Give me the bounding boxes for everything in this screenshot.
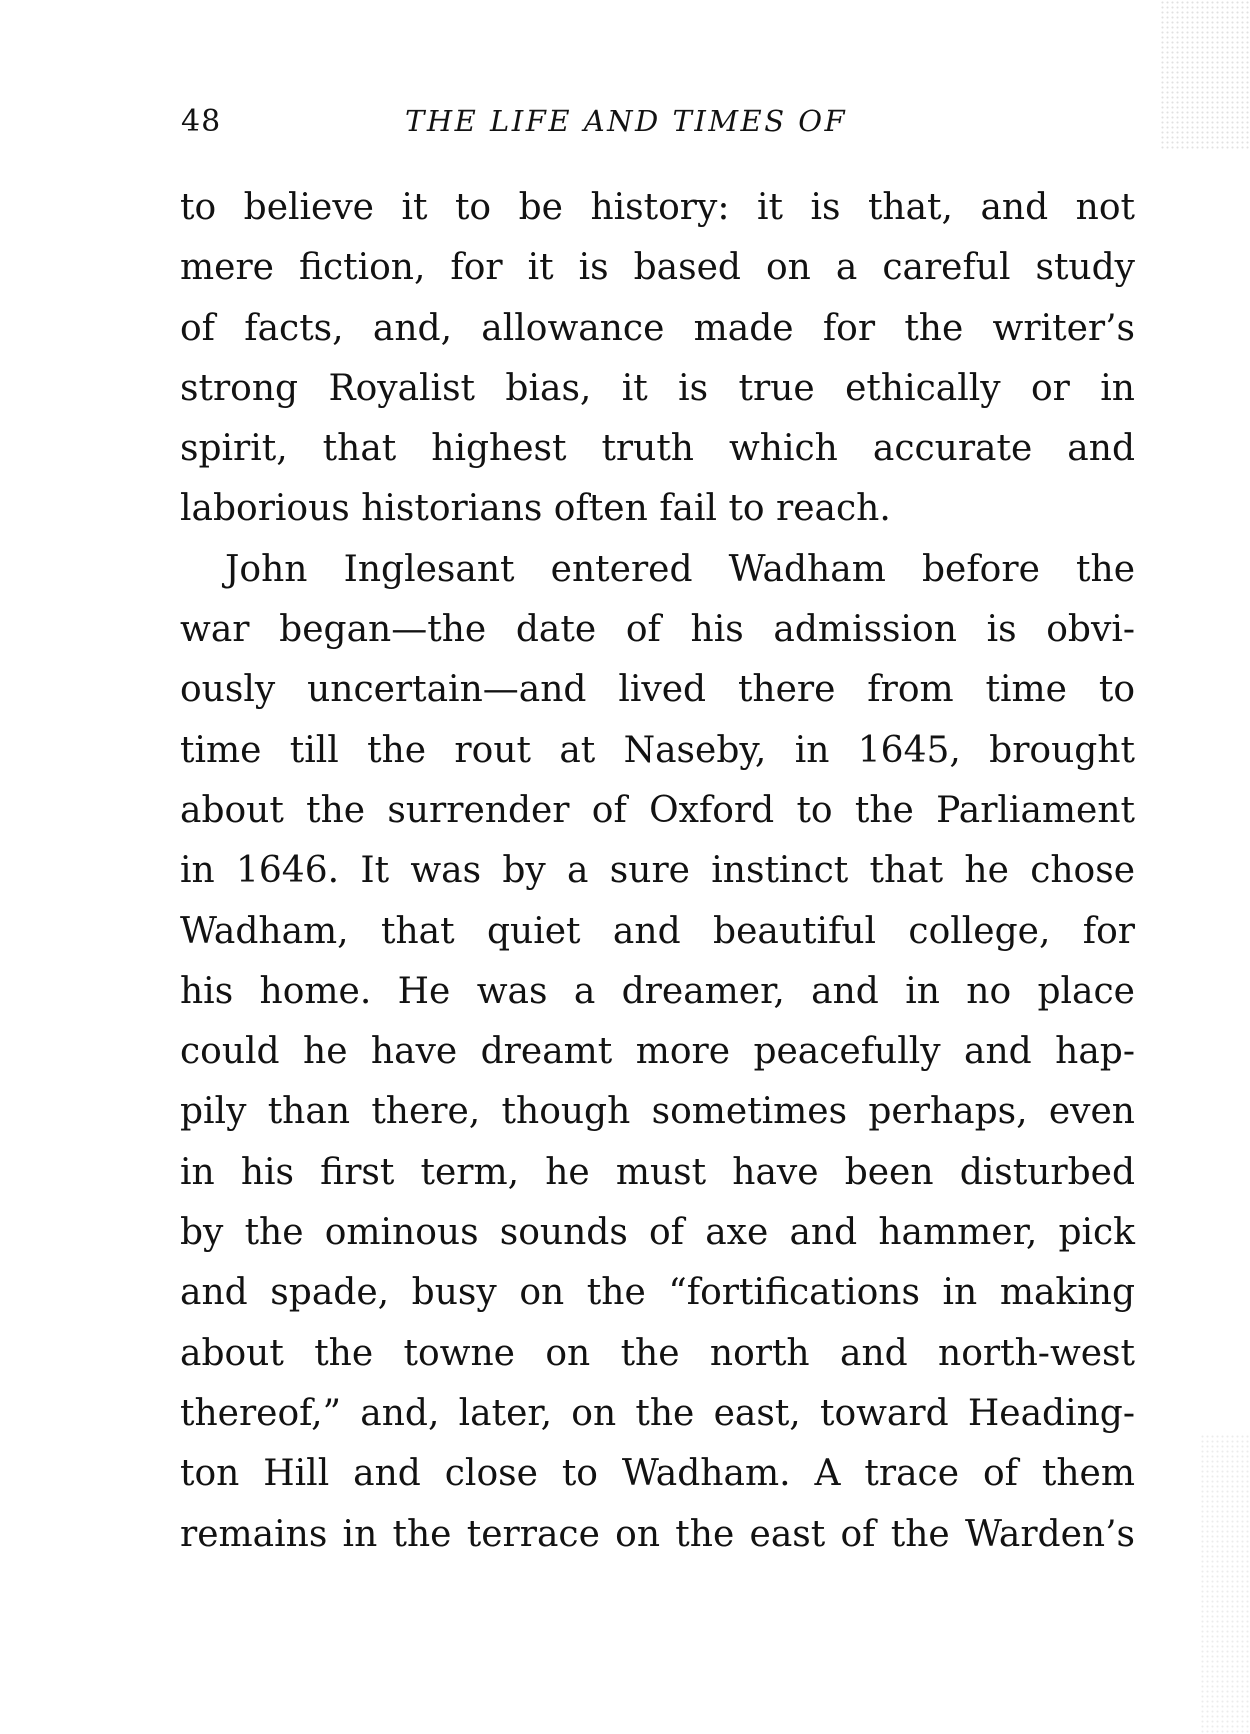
body-text: [180, 178, 1135, 1565]
text-line: Wadham, that quiet and beautiful college, for: [180, 910, 1135, 952]
text-line: of facts, and, allowance made for the writer’s: [180, 307, 1135, 349]
text-line: could he have dreamt more peacefully and hap-: [180, 1031, 1135, 1073]
text-line: ton Hill and close to Wadham. A trace of them: [180, 1453, 1135, 1495]
text-line: in 1646. It was by a sure instinct that he chose: [180, 850, 1135, 892]
paragraph-2: [180, 540, 1135, 1565]
text-line: thereof,” and, later, on the east, toward Heading-: [180, 1392, 1135, 1434]
page-edge-stain-bottom: [1200, 1434, 1250, 1734]
text-line: and spade, busy on the “fortifications in making: [180, 1272, 1135, 1314]
paragraph-1: [180, 178, 1135, 540]
page-number: 48: [181, 104, 222, 139]
text-line: war began—the date of his admission is obvi-: [180, 609, 1135, 651]
text-line: time till the rout at Naseby, in 1645, brought: [180, 729, 1135, 771]
text-line: in his first term, he must have been disturbed: [180, 1151, 1135, 1193]
text-line: ously uncertain—and lived there from time to: [180, 669, 1135, 711]
text-line: to believe it to be history: it is that, and not: [180, 187, 1135, 228]
text-line: about the surrender of Oxford to the Parliament: [180, 789, 1135, 831]
text-line: by the ominous sounds of axe and hammer, pick: [180, 1212, 1135, 1254]
text-line: laborious historians often fail to reach.: [180, 488, 891, 530]
text-line: about the towne on the north and north-west: [180, 1332, 1135, 1374]
text-line: spirit, that highest truth which accurate and: [180, 428, 1135, 470]
running-head: THE LIFE AND TIMES OF: [405, 104, 848, 138]
text-line: strong Royalist bias, it is true ethically or in: [180, 367, 1135, 409]
text-line: his home. He was a dreamer, and in no place: [180, 970, 1135, 1012]
text-line: mere fiction, for it is based on a careful study: [180, 247, 1135, 289]
text-line: pily than there, though sometimes perhaps, even: [180, 1091, 1135, 1133]
text-line: John Inglesant entered Wadham before the: [225, 548, 1135, 590]
text-line: remains in the terrace on the east of the Warden’s: [180, 1513, 1135, 1555]
page-edge-stain: [1160, 0, 1250, 150]
